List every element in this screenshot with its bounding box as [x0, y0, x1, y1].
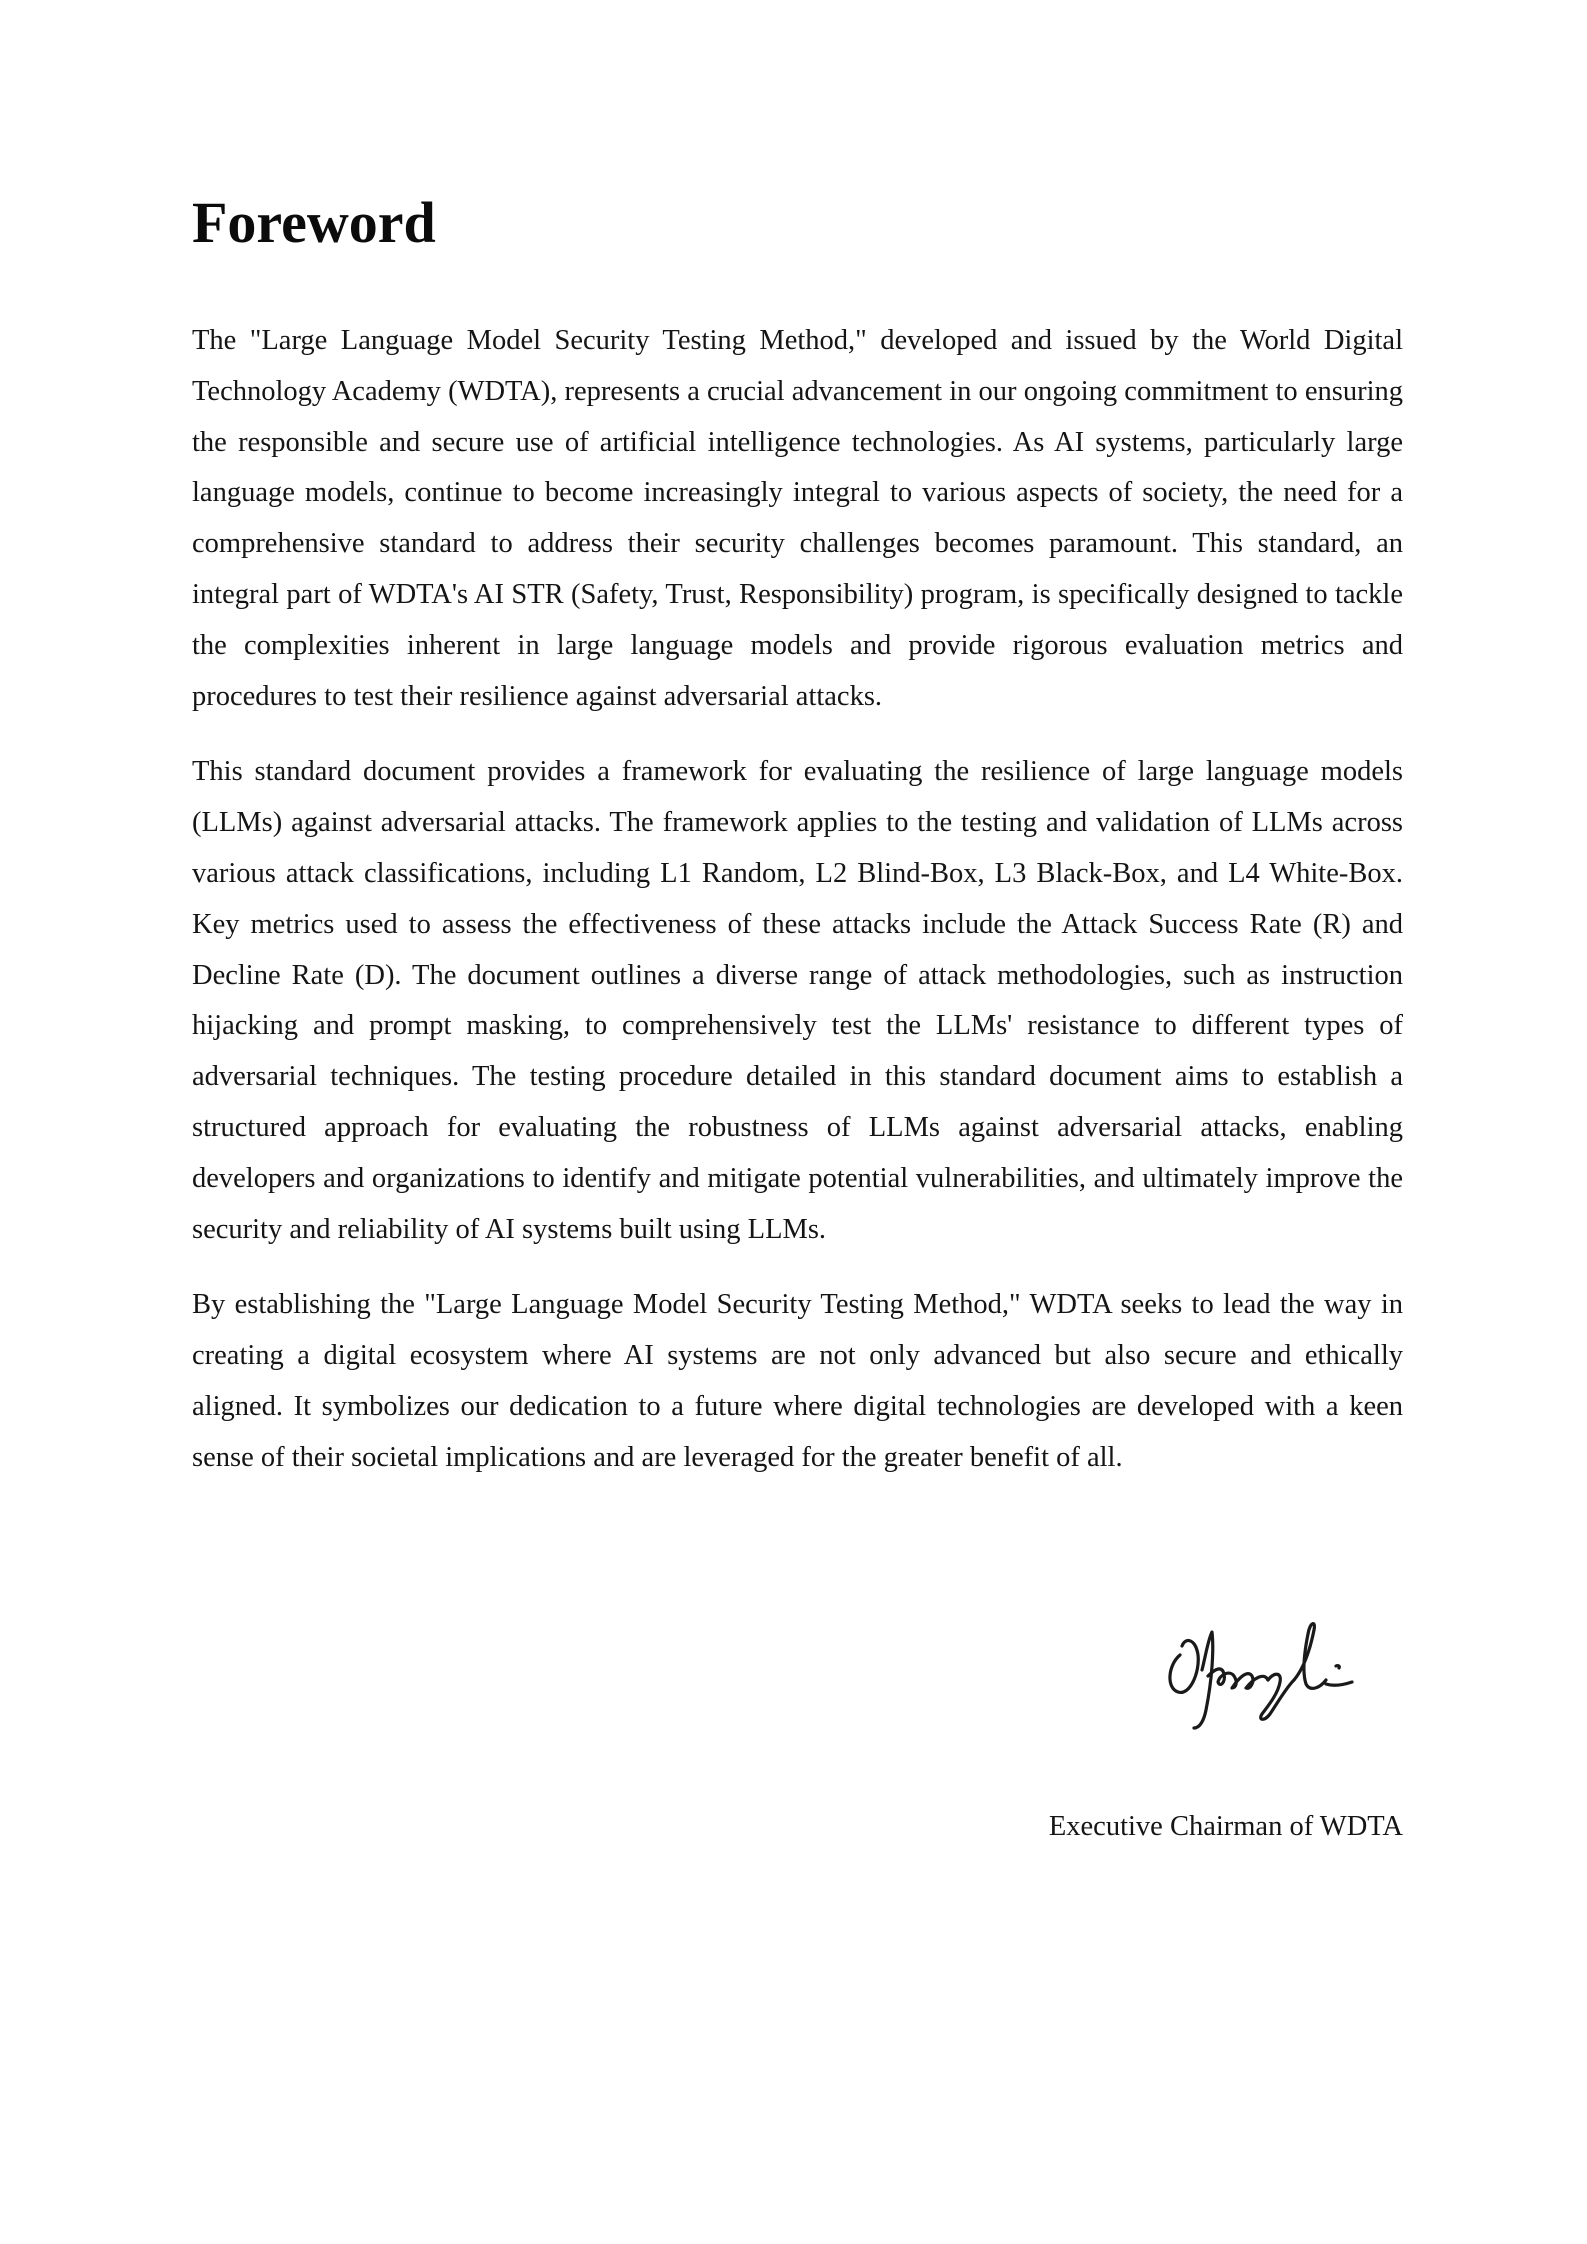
- paragraph-conclusion: By establishing the "Large Language Model Security Testing Method," WDTA seeks to lead the way in creating a digital ecosystem where AI systems are not only advanced but also secure and ethically aligned. It symbolizes our dedication to a future where digital technologies are developed with a keen sense of their societal implications and are leveraged for the greater benefit of all.: [192, 1289, 1403, 1473]
- handwritten-signature-icon: [1160, 1610, 1380, 1750]
- page-title: Foreword: [192, 190, 436, 255]
- signer-title: Executive Chairman of WDTA: [1048, 1811, 1403, 1842]
- paragraph-intro: The "Large Language Model Security Testing Method," developed and issued by the World Digital Technology Academy (WDTA), represents a crucial advancement in our ongoing commitment to ensuring the responsible and secure use of artificial intelligence technologies. As AI systems, particularly large language models, continue to become increasingly integral to various aspects of society, the need for a comprehensive standard to address their security challenges becomes paramount. This standard, an integral part of WDTA's AI STR (Safety, Trust, Responsibility) program, is specifically designed to tackle the complexities inherent in large language models and provide rigorous evaluation metrics and procedures to test their resilience against adversarial attacks.: [192, 325, 1403, 712]
- paragraph-framework: This standard document provides a framework for evaluating the resilience of large language models (LLMs) against adversarial attacks. The framework applies to the testing and validation of LLMs across various attack classifications, including L1 Random, L2 Blind-Box, L3 Black-Box, and L4 White-Box. Key metrics used to assess the effectiveness of these attacks include the Attack Success Rate (R) and Decline Rate (D). The document outlines a diverse range of attack methodologies, such as instruction hijacking and prompt masking, to comprehensively test the LLMs' resistance to different types of adversarial techniques. The testing procedure detailed in this standard document aims to establish a structured approach for evaluating the robustness of LLMs against adversarial attacks, enabling developers and organizations to identify and mitigate potential vulnerabilities, and ultimately improve the security and reliability of AI systems built using LLMs.: [192, 756, 1403, 1245]
- foreword-body: [192, 316, 1403, 1509]
